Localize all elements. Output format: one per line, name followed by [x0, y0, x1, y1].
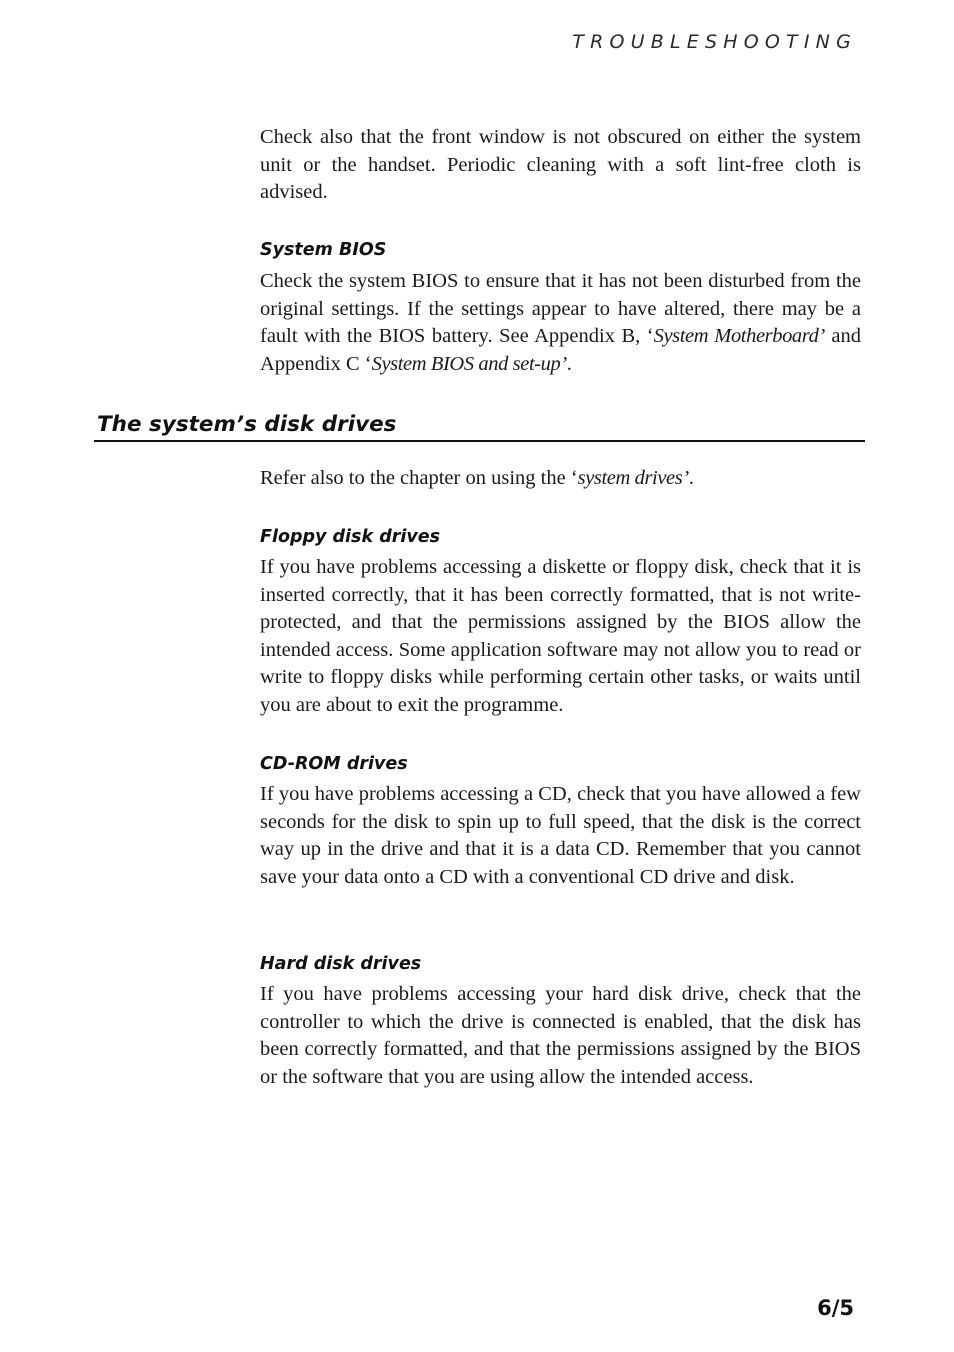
cdrom-paragraph: If you have problems accessing a CD, check that you have allowed a few seconds for the disk to spin up to full speed, that the disk is the correct way up in the drive and that it is a data CD. Remember that you cannot save your data onto a CD with a conventional CD drive and disk.	[260, 783, 861, 888]
refer-text: Refer also to the chapter on using the ‘	[260, 467, 578, 489]
running-header: TROUBLESHOOTING	[572, 31, 857, 53]
hard-disk-paragraph: If you have problems accessing your hard disk drive, check that the controller to which the drive is connected is enabled, that the disk has been correctly formatted, and that the permissions assigned by the BIOS or the software that you are using allow the intended access.	[260, 983, 861, 1088]
appendix-c-reference: System BIOS and set-up’	[371, 352, 567, 375]
system-bios-text-1: Check the system BIOS to ensure that it has not been disturbed from the original settings. If the settings appear to have altered, there may be a fault with the BIOS battery. See Appendix B, ‘	[260, 270, 861, 348]
floppy-paragraph: If you have problems accessing a diskette or floppy disk, check that it is inserted correctly, that it has been correctly formatted, that is not write-protected, and that the permissions assigned by the BIOS allow the intended access. Some application software may not allow you to read or write to floppy disks while performing certain other tasks, or waits until you are about to exit the programme.	[260, 556, 861, 716]
hard-disk-heading: Hard disk drives	[260, 954, 422, 974]
intro-paragraph: Check also that the front window is not obscured on either the system unit or the handset. Periodic cleaning with a soft lint-free cloth is advised.	[260, 126, 861, 204]
refer-paragraph	[260, 465, 861, 493]
refer-end: .	[688, 467, 694, 489]
system-bios-heading: System BIOS	[260, 240, 387, 260]
section-rule	[94, 440, 865, 442]
page-number: 6/5	[817, 1296, 854, 1320]
floppy-heading: Floppy disk drives	[260, 527, 441, 547]
appendix-b-reference: System Motherboard’	[653, 325, 825, 348]
cdrom-heading: CD-ROM drives	[260, 754, 408, 774]
system-bios-text-2: and Appendix C ‘	[260, 325, 861, 375]
section-title: The system’s disk drives	[97, 412, 397, 437]
system-bios-text-3: .	[566, 352, 572, 375]
system-drives-reference: system drives’	[577, 467, 689, 489]
system-bios-paragraph	[260, 268, 861, 378]
